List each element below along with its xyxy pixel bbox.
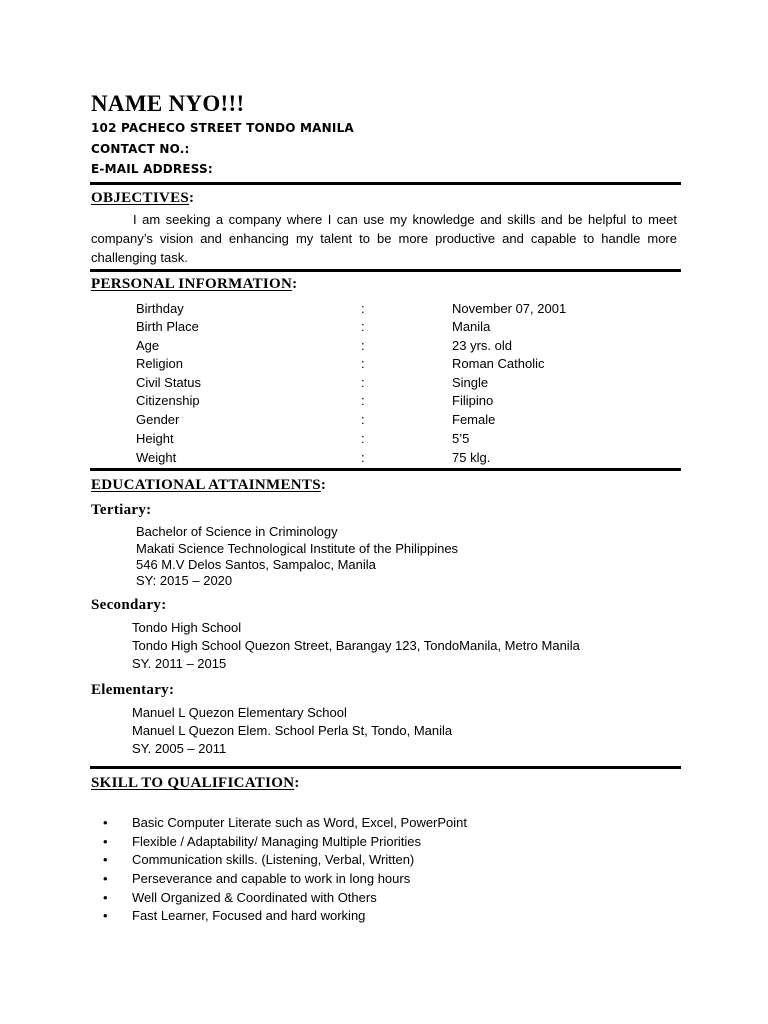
info-label: Height (136, 431, 174, 446)
info-row (0, 301, 768, 320)
skills-colon: : (294, 775, 300, 791)
info-value: 23 yrs. old (452, 338, 512, 353)
info-row (0, 431, 768, 450)
elementary-heading: Elementary: (91, 682, 175, 698)
info-separator: : (361, 338, 365, 353)
list-item (0, 871, 768, 890)
info-value: 5’5 (452, 431, 470, 446)
skills-title: SKILL TO QUALIFICATION (91, 775, 295, 791)
secondary-school: Tondo High School (132, 620, 242, 635)
list-item (0, 834, 768, 853)
bullet-icon: • (103, 871, 108, 886)
secondary-year: SY. 2011 – 2015 (132, 656, 227, 671)
bullet-icon: • (103, 852, 108, 867)
tertiary-year: SY: 2015 – 2020 (136, 573, 233, 588)
info-separator: : (361, 319, 365, 334)
personal-info-heading (91, 276, 297, 293)
elementary-address: Manuel L Quezon Elem. School Perla St, Tondo, Manila (132, 723, 453, 738)
list-item (0, 908, 768, 927)
tertiary-degree: Bachelor of Science in Criminology (136, 524, 338, 539)
skill-text: Communication skills. (Listening, Verbal, Written) (132, 852, 415, 867)
list-item (0, 852, 768, 871)
tertiary-address: 546 M.V Delos Santos, Sampaloc, Manila (136, 557, 376, 572)
info-separator: : (361, 393, 365, 408)
divider (90, 766, 681, 769)
skill-text: Perseverance and capable to work in long hours (132, 871, 411, 886)
info-row (0, 375, 768, 394)
info-row (0, 393, 768, 412)
divider (90, 182, 681, 185)
info-label: Citizenship (136, 393, 200, 408)
bullet-icon: • (103, 834, 108, 849)
objectives-colon: : (189, 190, 195, 206)
info-value: Manila (452, 319, 491, 334)
info-separator: : (361, 431, 365, 446)
personal-info-colon: : (292, 276, 298, 292)
objectives-title: OBJECTIVES (91, 190, 190, 206)
info-label: Gender (136, 412, 180, 427)
skill-text: Flexible / Adaptability/ Managing Multiple Priorities (132, 834, 422, 849)
info-row (0, 356, 768, 375)
info-label: Religion (136, 356, 183, 371)
info-value: Single (452, 375, 489, 390)
objectives-text: I am seeking a company where I can use my knowledge and skills and be helpful to meet company’s vision and enhancing my talent to be more productive and capable to handle more challenging task. (91, 212, 677, 265)
applicant-name: NAME NYO!!! (91, 91, 245, 116)
elementary-year: SY. 2005 – 2011 (132, 741, 227, 756)
info-value: Filipino (452, 393, 494, 408)
info-label: Age (136, 338, 160, 353)
address-line: 102 PACHECO STREET TONDO MANILA (91, 121, 354, 135)
info-value: Roman Catholic (452, 356, 545, 371)
contact-line: CONTACT NO.: (91, 142, 190, 156)
divider (90, 269, 681, 272)
info-value: Female (452, 412, 496, 427)
info-value: 75 klg. (452, 450, 491, 465)
info-value: November 07, 2001 (452, 301, 567, 316)
info-label: Birthday (136, 301, 184, 316)
info-separator: : (361, 356, 365, 371)
info-label: Birth Place (136, 319, 199, 334)
info-separator: : (361, 412, 365, 427)
tertiary-heading: Tertiary: (91, 502, 152, 518)
info-row (0, 319, 768, 338)
education-heading (91, 477, 326, 494)
bullet-icon: • (103, 908, 108, 923)
info-row (0, 338, 768, 357)
info-separator: : (361, 450, 365, 465)
info-separator: : (361, 375, 365, 390)
info-row (0, 450, 768, 469)
tertiary-school: Makati Science Technological Institute of the Philippines (136, 541, 459, 556)
skill-text: Basic Computer Literate such as Word, Excel, PowerPoint (132, 815, 468, 830)
divider (90, 468, 681, 471)
list-item (0, 890, 768, 909)
info-separator: : (361, 301, 365, 316)
email-line: E-MAIL ADDRESS: (91, 162, 213, 176)
objectives-heading (91, 190, 194, 207)
info-label: Civil Status (136, 375, 202, 390)
personal-info-title: PERSONAL INFORMATION (91, 276, 293, 292)
info-label: Weight (136, 450, 177, 465)
skill-text: Well Organized & Coordinated with Others (132, 890, 377, 905)
education-colon: : (320, 477, 327, 493)
secondary-heading: Secondary: (91, 597, 167, 613)
skills-heading (91, 775, 300, 792)
bullet-icon: • (103, 890, 108, 905)
bullet-icon: • (103, 815, 108, 830)
skill-text: Fast Learner, Focused and hard working (132, 908, 366, 923)
education-title: EDUCATIONAL ATTAINMENTS (91, 477, 321, 493)
secondary-address: Tondo High School Quezon Street, Barangay 123, TondoManila, Metro Manila (132, 638, 580, 653)
info-row (0, 412, 768, 431)
elementary-school: Manuel L Quezon Elementary School (132, 705, 347, 720)
list-item (0, 815, 768, 834)
